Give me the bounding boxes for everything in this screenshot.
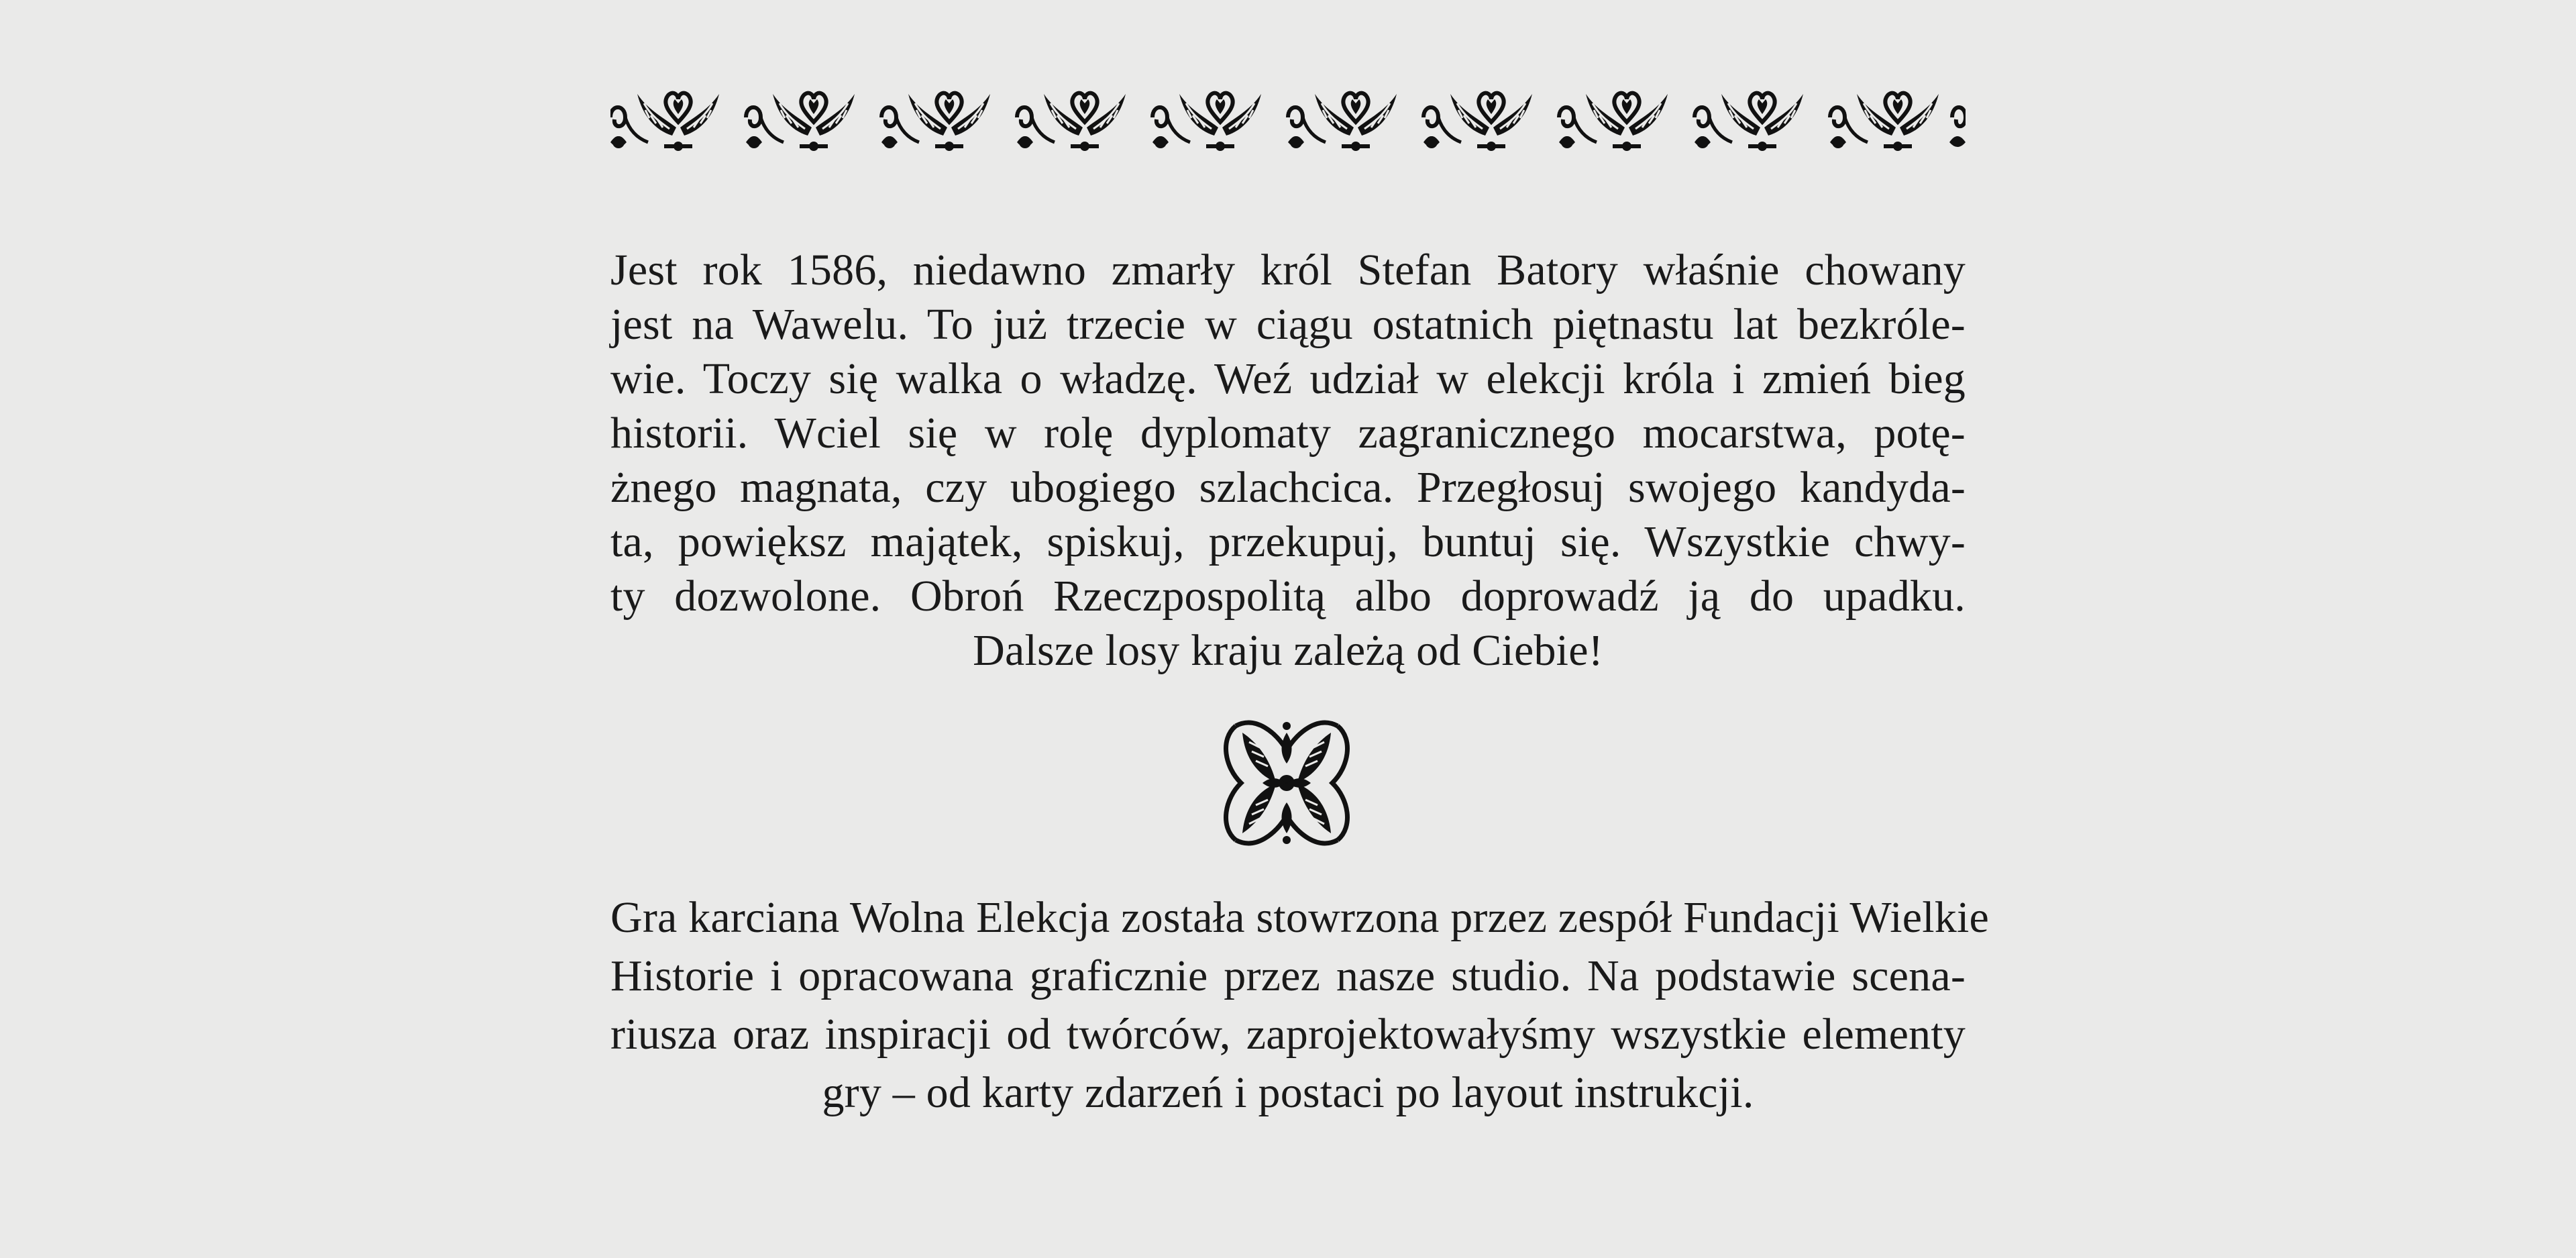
credits-line: gry – od karty zdarzeń i postaci po layout instrukcji. <box>822 1068 1754 1117</box>
intro-line: ty dozwolone. Obroń Rzeczpospolitą albo doprowadź ją do upadku. <box>610 572 1966 621</box>
intro-line: historii. Wciel się w rolę dyplomaty zagranicznego mocarstwa, potę- <box>610 409 1966 458</box>
floral-emblem-icon <box>1216 713 1358 853</box>
intro-line: żnego magnata, czy ubogiego szlachcica. Przegłosuj swojego kandyda- <box>610 463 1966 512</box>
credits-line: Historie i opracowana graficznie przez nasze studio. Na podstawie scena- <box>610 951 1966 1000</box>
floral-border-icon <box>610 81 1966 154</box>
credits-line: riusza oraz inspiracji od twórców, zaprojektowałyśmy wszystkie elementy <box>610 1010 1966 1059</box>
intro-line: Jest rok 1586, niedawno zmarły król Stefan Batory właśnie chowany <box>610 246 1966 295</box>
intro-line: jest na Wawelu. To już trzecie w ciągu ostatnich piętnastu lat bezkróle- <box>610 300 1966 349</box>
intro-line: ta, powiększ majątek, spiskuj, przekupuj, buntuj się. Wszystkie chwy- <box>610 517 1966 566</box>
intro-paragraph <box>610 243 1966 678</box>
intro-line: Dalsze losy kraju zależą od Ciebie! <box>973 626 1603 675</box>
credits-line: Gra karciana Wolna Elekcja została stowrzona przez zespół Fundacji Wielkie <box>610 893 1990 942</box>
credits-paragraph <box>610 888 1990 1122</box>
intro-line: wie. Toczy się walka o władzę. Weź udział w elekcji króla i zmień bieg <box>610 354 1966 403</box>
